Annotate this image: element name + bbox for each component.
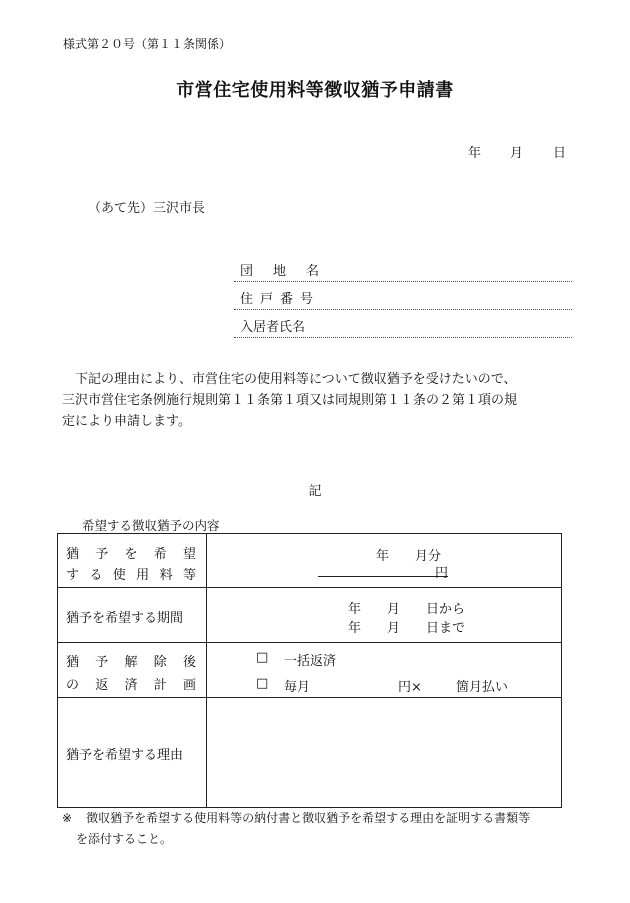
lump-sum-option-label: 一括返済 <box>284 654 337 669</box>
postponement-period-label: 猶予を希望する期間 <box>66 611 184 626</box>
column-divider <box>206 534 207 807</box>
row-divider <box>58 642 561 643</box>
page-title: 市営住宅使用料等徴収猶予申請書 <box>176 80 454 101</box>
body-line: 三沢市営住宅条例施行規則第１１条第１項又は同規則第１１条の２第１項の規 <box>62 393 518 408</box>
footnote-line: を添付すること。 <box>76 832 173 846</box>
footnote <box>62 808 530 850</box>
period-from-field[interactable]: 年 月 日から <box>348 602 466 617</box>
ki-heading: 記 <box>308 484 322 499</box>
applicant-danchi-row[interactable] <box>234 255 572 282</box>
body-line: 定により申請します。 <box>62 414 191 429</box>
label-line: 猶 予 解 除 後 <box>66 655 196 670</box>
label-line: す る 使 用 料 等 <box>66 568 196 583</box>
monthly-checkbox[interactable]: □ <box>256 676 269 691</box>
resident-name-label: 入居者氏名 <box>240 320 306 335</box>
date-year: 年 <box>468 146 482 161</box>
reason-input-area[interactable] <box>208 699 558 805</box>
fee-amount-unit[interactable]: 円 <box>435 566 449 581</box>
postponed-fee-label <box>66 543 196 583</box>
row-divider <box>58 697 561 698</box>
label-line: 猶 予 を 希 望 <box>66 547 196 562</box>
monthly-amount-field[interactable]: 円× <box>398 680 422 695</box>
yen-underline <box>318 576 448 577</box>
fee-year-month-field[interactable]: 年 月分 <box>376 549 442 564</box>
unit-number-label: 住 戸 番 号 <box>240 292 314 307</box>
footnote-line: ※ 徴収猶予を希望する使用料等の納付書と徴収猶予を希望する理由を証明する書類等 <box>62 811 531 825</box>
form-number: 様式第２０号（第１１条関係） <box>63 37 232 51</box>
request-table <box>57 533 562 808</box>
addressee: （あて先）三沢市長 <box>88 201 206 216</box>
label-line: の 返 済 計 画 <box>66 678 196 693</box>
body-line: 下記の理由により、市営住宅の使用料等について徴収猶予を受けたいので、 <box>62 372 517 387</box>
monthly-option-label: 毎月 <box>284 680 311 695</box>
postponement-reason-label: 猶予を希望する理由 <box>66 748 184 763</box>
request-body-text <box>62 369 574 432</box>
row-divider <box>58 587 561 588</box>
installment-months-field[interactable]: 箇月払い <box>456 680 509 695</box>
note-mark: ※ <box>62 811 73 825</box>
applicant-unit-row[interactable] <box>234 283 572 310</box>
lump-sum-checkbox[interactable]: □ <box>256 650 269 665</box>
date-day: 日 <box>553 146 567 161</box>
period-to-field[interactable]: 年 月 日まで <box>348 621 466 636</box>
content-heading: 希望する徴収猶予の内容 <box>82 518 220 533</box>
danchi-label: 団 地 名 <box>240 264 320 279</box>
applicant-resident-row[interactable] <box>234 311 572 338</box>
date-month: 月 <box>510 146 524 161</box>
repayment-plan-label <box>66 651 196 693</box>
